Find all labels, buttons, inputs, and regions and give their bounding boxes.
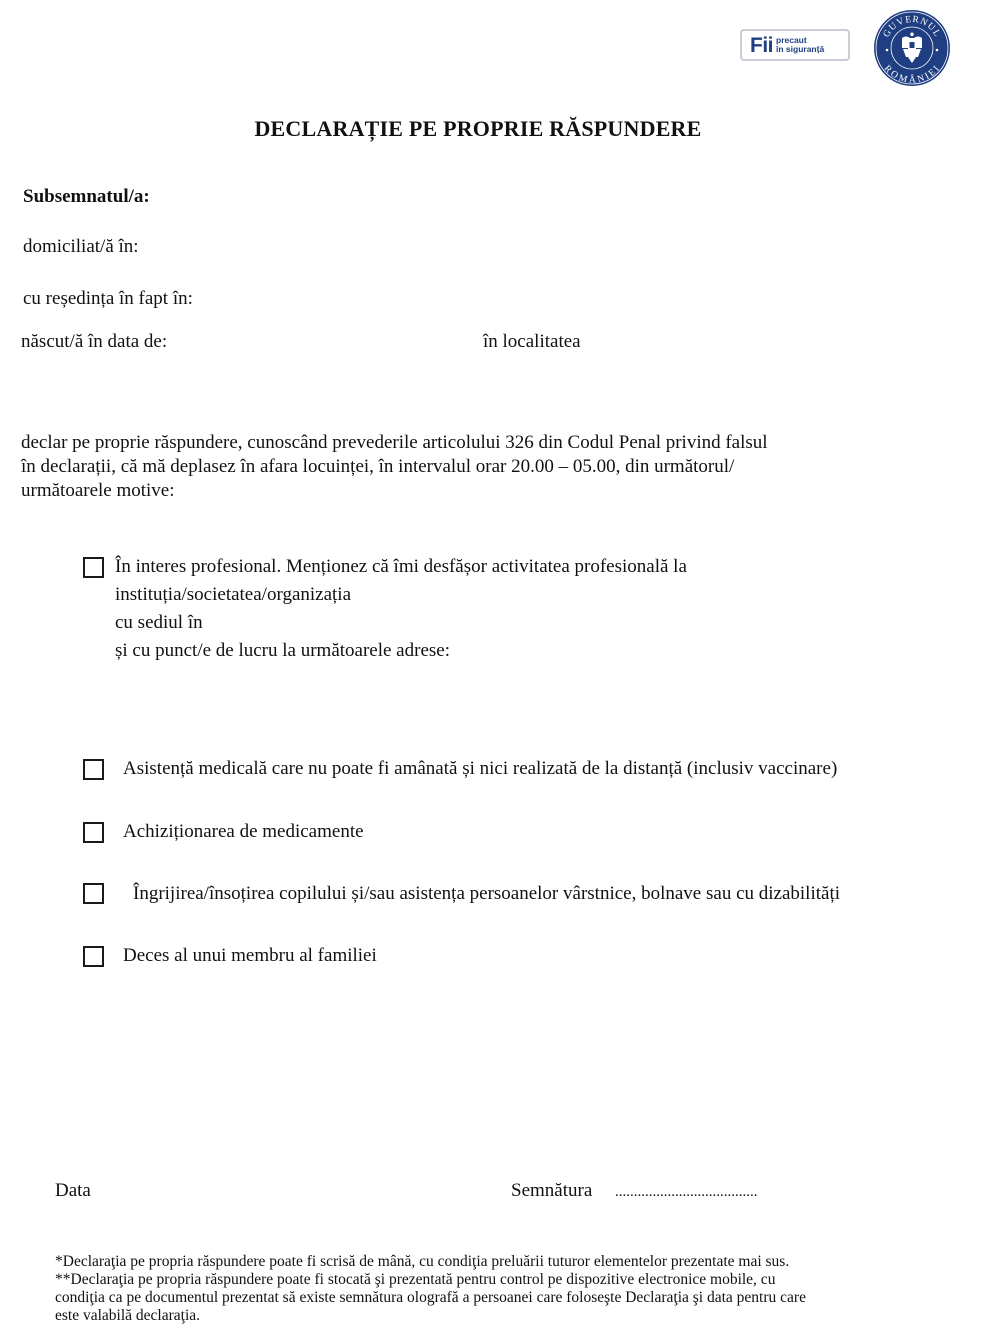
signature-label: Semnătura xyxy=(511,1180,593,1201)
footnote-line-1: *Declaraţia pe propria răspundere poate fi scrisă de mână, cu condiţia preluării tuturor elementelor prezentate mai sus. xyxy=(55,1253,790,1270)
declaration-line-2: în declarații, că mă deplasez în afara locuinței, în intervalul orar 20.00 – 05.00, din următorul/ xyxy=(21,456,735,477)
fii-logo-line2: în siguranță xyxy=(776,44,825,54)
footnotes xyxy=(55,1253,806,1325)
checkbox-care[interactable] xyxy=(83,883,104,904)
declaration-paragraph xyxy=(21,431,768,503)
option-professional-text xyxy=(115,553,687,665)
checkbox-death[interactable] xyxy=(83,946,104,967)
seal-bottom-text: ROMÂNIEI xyxy=(881,63,943,86)
field-localitatea-label: în localitatea xyxy=(483,331,581,352)
option-professional-line-2: instituția/societatea/organizația xyxy=(115,584,352,605)
field-resedinta-label: cu reședința în fapt în: xyxy=(23,288,193,309)
option-care-label: Îngrijirea/însoțirea copilului și/sau asistența persoanelor vârstnice, bolnave sau cu dizabilități xyxy=(133,883,840,904)
fii-logo-big-text: Fii xyxy=(750,33,773,57)
declaration-line-1: declar pe proprie răspundere, cunoscând prevederile articolului 326 din Codul Penal privind falsul xyxy=(21,432,768,453)
option-medical-label: Asistență medicală care nu poate fi amânată și nici realizată de la distanță (inclusiv vaccinare) xyxy=(123,758,838,779)
checkbox-medical[interactable] xyxy=(83,759,104,780)
seal-top-text: GUVERNUL xyxy=(881,14,943,40)
footnote-line-3: condiţia ca pe documentul prezentat să existe semnătura olografă a persoanei care foloseşte Declaraţia şi data pentru care xyxy=(55,1289,806,1306)
option-professional-line-3: cu sediul în xyxy=(115,612,203,633)
checkbox-professional[interactable] xyxy=(83,557,104,578)
footnote-line-2: **Declaraţia pe propria răspundere poate fi stocată şi prezentată pentru control pe dispozitive electronice mobile, cu xyxy=(55,1271,776,1288)
declaration-line-3: următoarele motive: xyxy=(21,480,175,501)
checkbox-medicines[interactable] xyxy=(83,822,104,843)
field-subsemnatul-label: Subsemnatul/a: xyxy=(23,186,150,207)
field-domiciliat-label: domiciliat/ă în: xyxy=(23,236,139,257)
footnote-line-4: este valabilă declaraţia. xyxy=(55,1307,201,1324)
option-medicines-label: Achiziționarea de medicamente xyxy=(123,821,364,842)
option-death-label: Deces al unui membru al familiei xyxy=(123,945,377,966)
fii-logo-small-text xyxy=(776,36,824,54)
field-nascut-label: născut/ă în data de: xyxy=(21,331,168,352)
government-seal-icon xyxy=(872,8,952,88)
document-title: DECLARAȚIE PE PROPRIE RĂSPUNDERE xyxy=(254,116,702,141)
option-professional-line-4: și cu punct/e de lucru la următoarele adrese: xyxy=(115,640,450,661)
date-label: Data xyxy=(55,1180,91,1201)
signature-dotted-line[interactable]: ...................................... xyxy=(615,1184,758,1200)
fii-logo-line1: precaut xyxy=(776,35,807,46)
option-professional-line-1: În interes profesional. Menționez că îmi desfășor activitatea profesională la xyxy=(115,556,687,577)
fii-precaut-logo xyxy=(740,29,850,61)
